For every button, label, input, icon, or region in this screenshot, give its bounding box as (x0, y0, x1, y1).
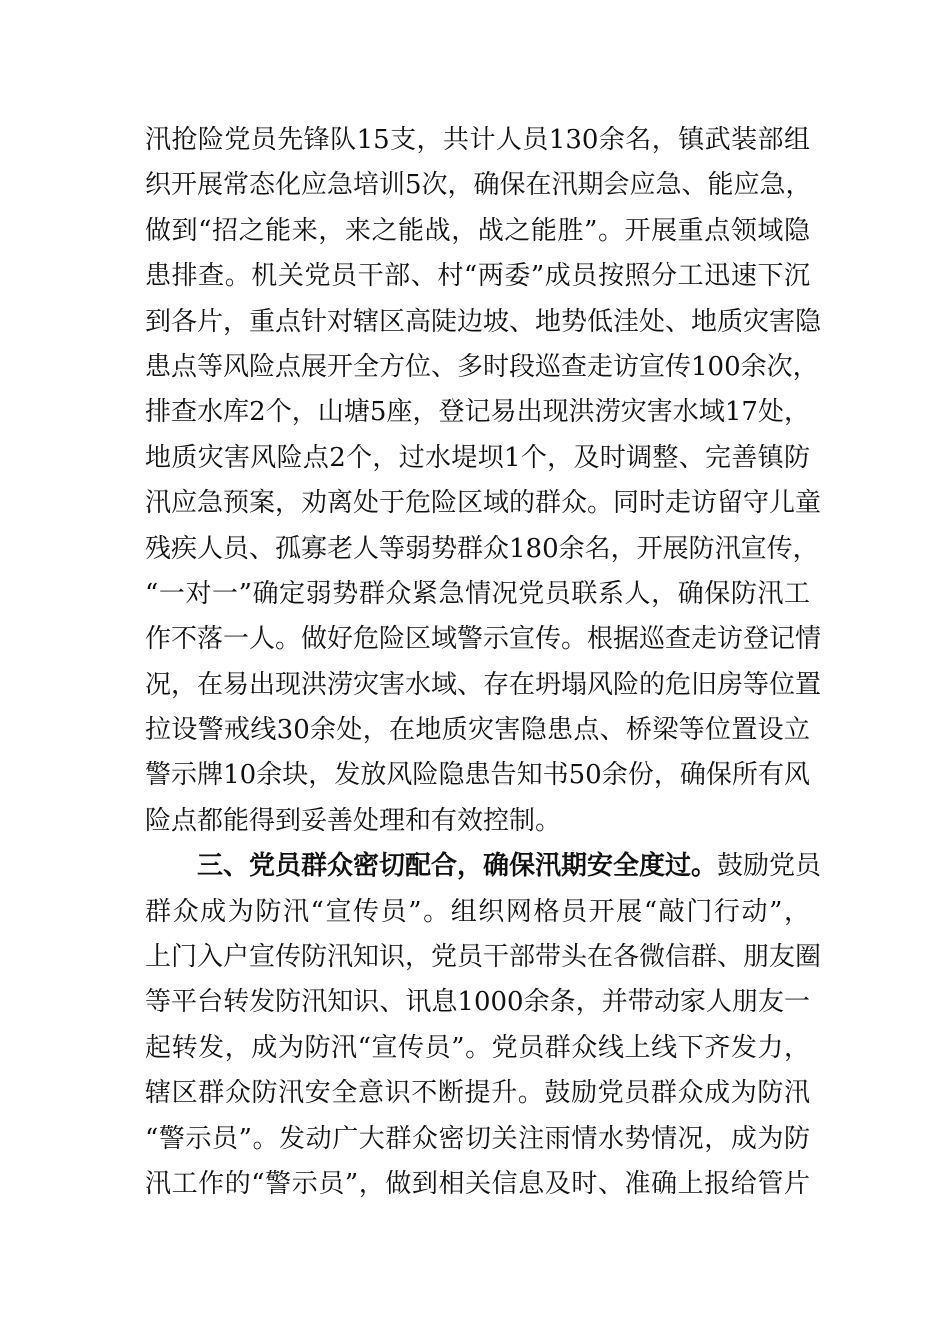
text-line: 警示牌10余块，发放风险隐患告知书50余份，确保所有风 (145, 760, 810, 791)
text-line: 辖区群众防汛安全意识不断提升。鼓励党员群众成为防汛 (145, 1078, 810, 1109)
text-line: 患点等风险点展开全方位、多时段巡查走访宣传100余次， (145, 351, 819, 382)
paragraph-2-first-line (145, 844, 822, 889)
text-line: 上门入户宣传防汛知识，党员干部带头在各微信群、朋友圈 (145, 942, 822, 973)
text-line: 起转发，成为防汛“宣传员”。党员群众线上线下齐发力， (145, 1032, 810, 1063)
text-line: 汛工作的“警示员”，做到相关信息及时、准确上报给管片 (145, 1168, 810, 1199)
text-line: 群众成为防汛“宣传员”。组织网格员开展“敲门行动”， (145, 896, 810, 927)
text-line: 到各片，重点针对辖区高陡边坡、地势低洼处、地质灾害隐 (145, 306, 822, 337)
text-line: “一对一”确定弱势群众紧急情况党员联系人，确保防汛工 (145, 578, 810, 609)
text-line: “警示员”。发动广大群众密切关注雨情水势情况，成为防 (145, 1123, 810, 1154)
text-line: 残疾人员、孤寡老人等弱势群众180余名，开展防汛宣传， (145, 533, 819, 564)
text-line: 作不落一人。做好危险区域警示宣传。根据巡查走访登记情 (145, 624, 822, 655)
paragraph-1 (145, 118, 822, 844)
text-fragment: 鼓励党员 (717, 851, 822, 882)
text-line: 织开展常态化应急培训5次，确保在汛期会应急、能应急， (145, 170, 812, 201)
document-body (145, 118, 822, 1207)
text-line: 况，在易出现洪涝灾害水域、存在坍塌风险的危旧房等位置 (145, 669, 822, 700)
text-line: 拉设警戒线30余处，在地质灾害隐患点、桥梁等位置设立 (145, 715, 810, 746)
text-line: 等平台转发防汛知识、讯息1000余条，并带动家人朋友一 (145, 987, 810, 1018)
text-line: 排查水库2个，山塘5座，登记易出现洪涝灾害水域17处， (145, 397, 810, 428)
text-line: 地质灾害风险点2个，过水堤坝1个，及时调整、完善镇防 (145, 442, 810, 473)
text-line: 患排查。机关党员干部、村“两委”成员按照分工迅速下沉 (145, 261, 810, 292)
paragraph-2 (145, 844, 822, 1207)
text-line: 做到“招之能来，来之能战，战之能胜”。开展重点领域隐 (145, 215, 810, 246)
text-line: 险点都能得到妥善处理和有效控制。 (145, 805, 562, 836)
text-line: 汛应急预案，劝离处于危险区域的群众。同时走访留守儿童 (145, 488, 822, 519)
text-line: 汛抢险党员先锋队15支，共计人员130余名，镇武装部组 (145, 125, 810, 155)
section-heading: 三、党员群众密切配合，确保汛期安全度过。 (197, 851, 718, 882)
